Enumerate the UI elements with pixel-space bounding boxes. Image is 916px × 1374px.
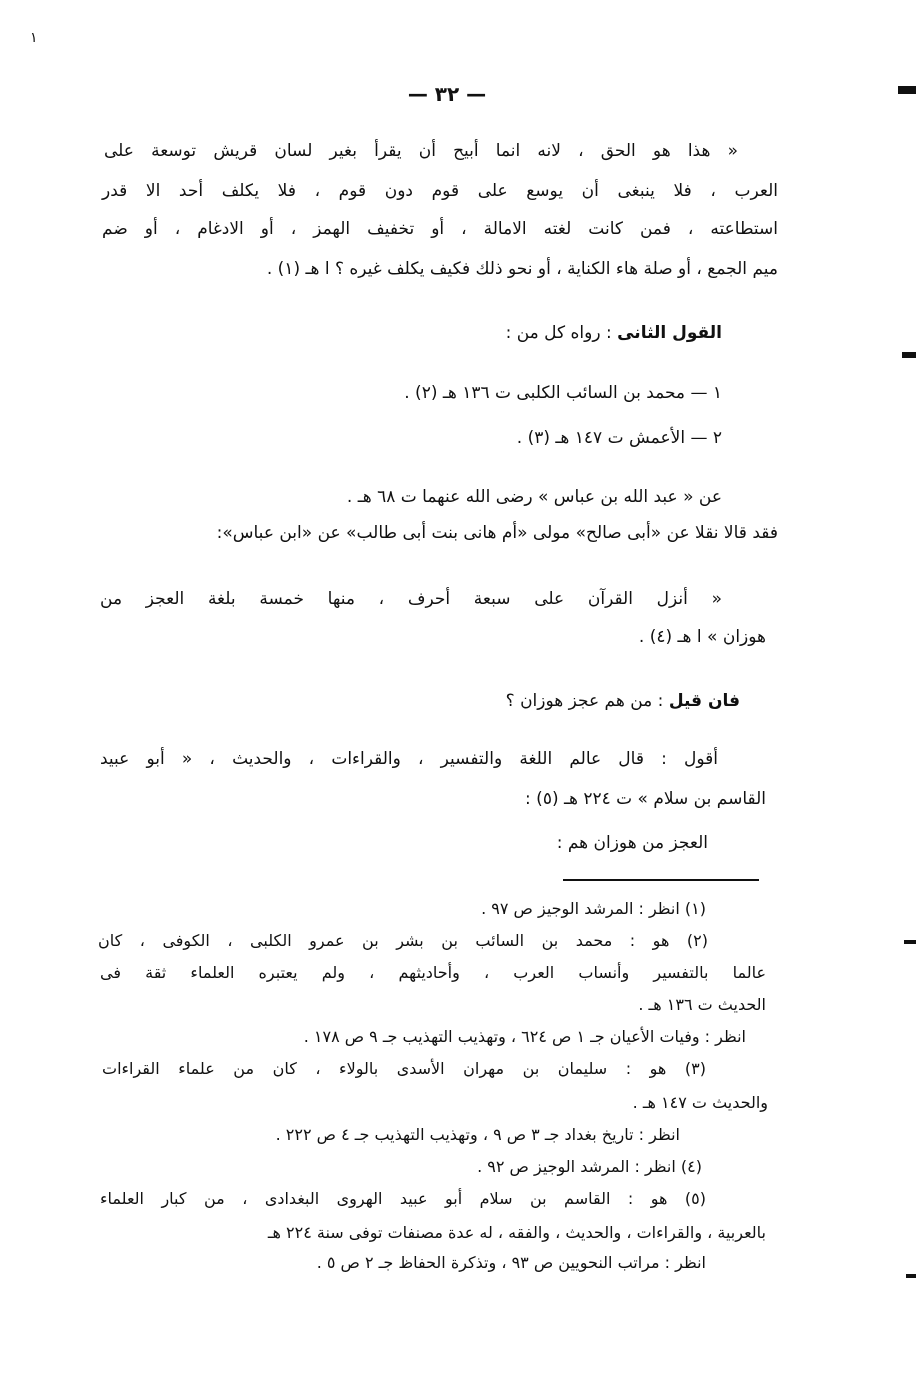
footnote-1: (١) انظر : المرشد الوجيز ص ٩٧ . bbox=[481, 899, 706, 918]
narrator-1: ١ — محمد بن السائب الكلبى ت ١٣٦ هـ (٢) . bbox=[404, 383, 722, 403]
footnote-2-line-3: الحديث ت ١٣٦ هـ . bbox=[638, 995, 766, 1014]
footnote-5-line-2: بالعربية ، والقراءات ، والحديث ، والفقه ، له عدة مصنفات توفى سنة ٢٢٤ هـ bbox=[267, 1223, 766, 1242]
question-line bbox=[440, 690, 740, 712]
answer-line-3: العجز من هوزان هم : bbox=[556, 833, 708, 853]
footnote-3-line-2: والحديث ت ١٤٧ هـ . bbox=[632, 1093, 768, 1112]
footnote-separator bbox=[563, 879, 759, 881]
second-saying-text: : رواه كل من : bbox=[505, 323, 612, 343]
intro-quote-line-1: « هذا هو الحق ، لانه انما أبيح أن يقرأ بغير لسان قريش توسعة على bbox=[104, 141, 738, 161]
narrator-2: ٢ — الأعمش ت ١٤٧ هـ (٣) . bbox=[516, 428, 722, 448]
question-text: : من هم عجز هوزان ؟ bbox=[505, 691, 664, 711]
answer-line-1: أقول : قال عالم اللغة والتفسير ، والقراءات ، والحديث ، « أبو عبيد bbox=[100, 749, 718, 769]
hadith-quote-line-2: هوزان » ا هـ (٤) . bbox=[638, 627, 766, 647]
footnote-5-reference: انظر : مراتب النحويين ص ٩٣ ، وتذكرة الحفاظ جـ ٢ ص ٥ . bbox=[316, 1253, 706, 1272]
footnote-3-line-1: (٣) هو : سليمان بن مهران الأسدى بالولاء ، كان من علماء القراءات bbox=[102, 1059, 706, 1078]
answer-line-2: القاسم بن سلام » ت ٢٢٤ هـ (٥) : bbox=[525, 789, 766, 809]
footnote-2-reference: انظر : وفيات الأعيان جـ ١ ص ٦٢٤ ، وتهذيب التهذيب جـ ٩ ص ١٧٨ . bbox=[303, 1027, 746, 1046]
chain-line-2: فقد قالا نقلا عن «أبى صالح» مولى «أم هانى بنت أبى طالب» عن «ابن عباس»: bbox=[216, 523, 778, 543]
hadith-quote-line-1: « أنزل القرآن على سبعة أحرف ، منها خمسة بلغة العجز من bbox=[100, 589, 722, 609]
footnote-5-line-1: (٥) هو : القاسم بن سلام أبو عبيد الهروى البغدادى ، من كبار العلماء bbox=[100, 1189, 706, 1208]
page-number: — ٣٢ — bbox=[407, 82, 487, 106]
chain-line-1: عن « عبد الله بن عباس » رضى الله عنهما ت ٦٨ هـ . bbox=[346, 487, 722, 507]
second-saying-line bbox=[440, 322, 722, 344]
footnote-2-line-1: (٢) هو : محمد بن السائب بن بشر بن عمرو الكلبى ، الكوفى ، كان bbox=[98, 931, 708, 950]
scan-edge-mark bbox=[902, 352, 916, 358]
page-marker: ١ bbox=[30, 30, 38, 46]
scan-edge-mark bbox=[904, 940, 916, 944]
scan-edge-mark bbox=[898, 86, 916, 94]
question-heading: فان قيل bbox=[668, 691, 740, 711]
footnote-4: (٤) انظر : المرشد الوجيز ص ٩٢ . bbox=[477, 1157, 702, 1176]
intro-quote-line-4: ميم الجمع ، أو صلة هاء الكناية ، أو نحو ذلك فكيف يكلف غيره ؟ ا هـ (١) . bbox=[266, 259, 778, 279]
intro-quote-line-2: العرب ، فلا ينبغى أن يوسع على قوم دون قوم ، فلا يكلف أحد الا قدر bbox=[102, 181, 778, 201]
footnote-2-line-2: عالما بالتفسير وأنساب العرب ، وأحاديثهم ، ولم يعتبره العلماء ثقة فى bbox=[100, 963, 766, 982]
footnote-3-reference: انظر : تاريخ بغداد جـ ٣ ص ٩ ، وتهذيب التهذيب جـ ٤ ص ٢٢٢ . bbox=[275, 1125, 680, 1144]
intro-quote-line-3: استطاعته ، فمن كانت لغته الامالة ، أو تخفيف الهمز ، أو الادغام ، أو ضم bbox=[102, 219, 778, 239]
second-saying-heading: القول الثانى bbox=[617, 323, 722, 343]
scan-edge-mark bbox=[906, 1274, 916, 1278]
